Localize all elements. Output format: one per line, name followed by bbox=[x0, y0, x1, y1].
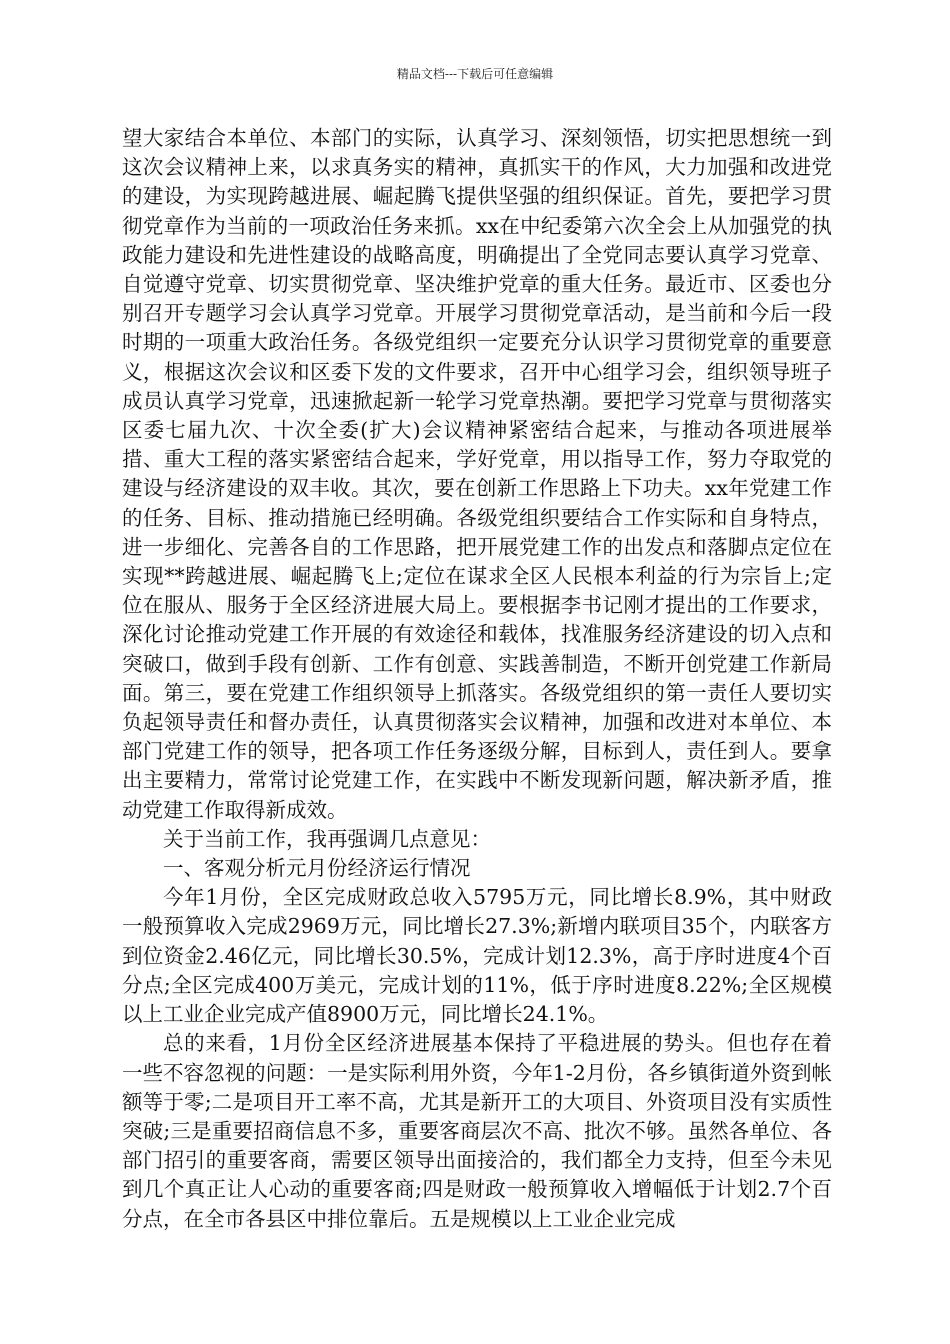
paragraph-party-building: 望大家结合本单位、本部门的实际，认真学习、深刻领悟，切实把思想统一到这次会议精神上来，以求真务实的精神，真抓实干的作风，大力加强和改进党的建设，为实现跨越进展、崛起腾飞提供坚强的组织保证。首先，要把学习贯彻党章作为当前的一项政治任务来抓。xx在中纪委第六次全会上从加强党的执政能力建设和先进性建设的战略高度，明确提出了全党同志要认真学习党章、自觉遵守党章、切实贯彻党章、坚决维护党章的重大任务。最近市、区委也分别召开专题学习会认真学习党章。开展学习贯彻党章活动，是当前和今后一段时期的一项重大政治任务。各级党组织一定要充分认识学习贯彻党章的重要意义，根据这次会议和区委下发的文件要求，召开中心组学习会，组织领导班子成员认真学习党章，迅速掀起新一轮学习党章热潮。要把学习党章与贯彻落实区委七届九次、十次全委(扩大)会议精神紧密结合起来，与推动各项进展举措、重大工程的落实紧密结合起来，学好党章，用以指导工作，努力夺取党的建设与经济建设的双丰收。其次，要在创新工作思路上下功夫。xx年党建工作的任务、目标、推动措施已经明确。各级党组织要结合工作实际和自身特点，进一步细化、完善各自的工作思路，把开展党建工作的出发点和落脚点定位在实现**跨越进展、崛起腾飞上;定位在谋求全区人民根本利益的行为宗旨上;定位在服从、服务于全区经济进展大局上。要根据李书记刚才提出的工作要求，深化讨论推动党建工作开展的有效途径和载体，找准服务经济建设的切入点和突破口，做到手段有创新、工作有创意、实践善制造，不断开创党建工作新局面。第三，要在党建工作组织领导上抓落实。各级党组织的第一责任人要切实负起领导责任和督办责任，认真贯彻落实会议精神，加强和改进对本单位、本部门党建工作的领导，把各项工作任务逐级分解，目标到人，责任到人。要拿出主要精力，常常讨论党建工作，在实践中不断发现新问题，解决新矛盾，推动党建工作取得新成效。 bbox=[122, 126, 832, 822]
page-header: 精品文档---下载后可任意编辑 bbox=[396, 67, 554, 81]
paragraph-january-statistics: 今年1月份，全区完成财政总收入5795万元，同比增长8.9%，其中财政一般预算收入完成2969万元，同比增长27.3%;新增内联项目35个，内联客方到位资金2.46亿元，同比增长30.5%，完成计划12.3%，高于序时进度4个百分点;全区完成400万美元，完成计划的11%，低于序时进度8.22%;全区规模以上工业企业完成产值8900万元，同比增长24.1%。 bbox=[122, 885, 832, 1027]
document-body bbox=[122, 124, 832, 1234]
paragraph-overall-assessment: 总的来看，1月份全区经济进展基本保持了平稳进展的势头。但也存在着一些不容忽视的问题：一是实际利用外资，今年1-2月份，各乡镇街道外资到帐额等于零;二是项目开工率不高，尤其是新开工的大项目、外资项目没有实质性突破;三是重要招商信息不多，重要客商层次不高、批次不够。虽然各单位、各部门招引的重要客商，需要区领导出面接洽的，我们都全力支持，但至今未见到几个真正让人心动的重要客商;四是财政一般预算收入增幅低于计划2.7个百分点，在全市各县区中排位靠后。五是规模以上工业企业完成 bbox=[122, 1031, 832, 1231]
paragraph-current-work-intro: 关于当前工作，我再强调几点意见： bbox=[163, 826, 491, 851]
section-heading-economic-analysis: 一、客观分析元月份经济运行情况 bbox=[163, 856, 471, 881]
